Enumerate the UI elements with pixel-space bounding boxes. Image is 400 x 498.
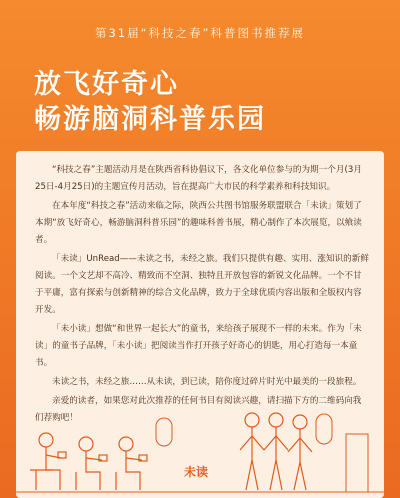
paragraph-slogan: 未读之书，未经之旅……从未读，到已读，陪你度过碎片时光中最美的一段旅程。 <box>52 377 362 387</box>
seated-reader-figure <box>76 437 107 490</box>
event-title: 第31届“科技之春”科普图书推荐展 <box>94 26 306 40</box>
standing-figure <box>288 415 312 490</box>
headline-line-1: 放飞好奇心 <box>34 69 179 100</box>
paragraph-exhibition: 在本年度“科技之春”活动来临之际，陕西公共图书馆服务联盟联合「未读」策划了本期“放飞好奇心，畅游脑洞科普乐园”的趣味科普书展，精心制作了本次展览，以飨读者。 <box>35 201 362 245</box>
seated-reader-figure <box>30 433 66 490</box>
paragraph-intro: “科技之春”主题活动月是在陕西省科协倡议下，各文化单位参与的为期一个月(3月25日-4月25日)的主题宣传月活动，旨在提高广大市民的科学素养和科技知识。 <box>35 165 362 192</box>
body-text <box>35 162 369 429</box>
illustration-sign-text: 未读 <box>184 465 209 479</box>
seated-reader-figure <box>116 437 147 490</box>
paragraph-unread-brand: 「未读」UnRead——未读之书，未经之旅。我们只提供有趣、实用、涨知识的新鲜阅读。一个文艺却不高冷、精致而不空洞、独特且开放包容的新锐文化品牌。一个不甘于平庸，富有探索与创新精神的综合文化品牌，致力于全球优质内容出版和全版权内容开发。 <box>35 254 369 315</box>
paragraph-call-to-action: 亲爱的读者，如果您对此次推荐的任何书目有阅读兴趣，请扫描下方的二维码向我们荐购吧！ <box>35 396 362 423</box>
standing-figure <box>264 413 288 490</box>
headline-line-2: 畅游脑洞科普乐园 <box>34 104 266 135</box>
readers-illustration <box>16 400 384 498</box>
standing-figure <box>240 413 264 490</box>
paragraph-kids-brand: 「未小读」想做“和世界一起长大”的童书，来给孩子展现不一样的未来。作为「未读」的童书子品牌，「未小读」把阅读当作打开孩子好奇心的钥匙，用心打造每一本童书。 <box>35 324 362 368</box>
